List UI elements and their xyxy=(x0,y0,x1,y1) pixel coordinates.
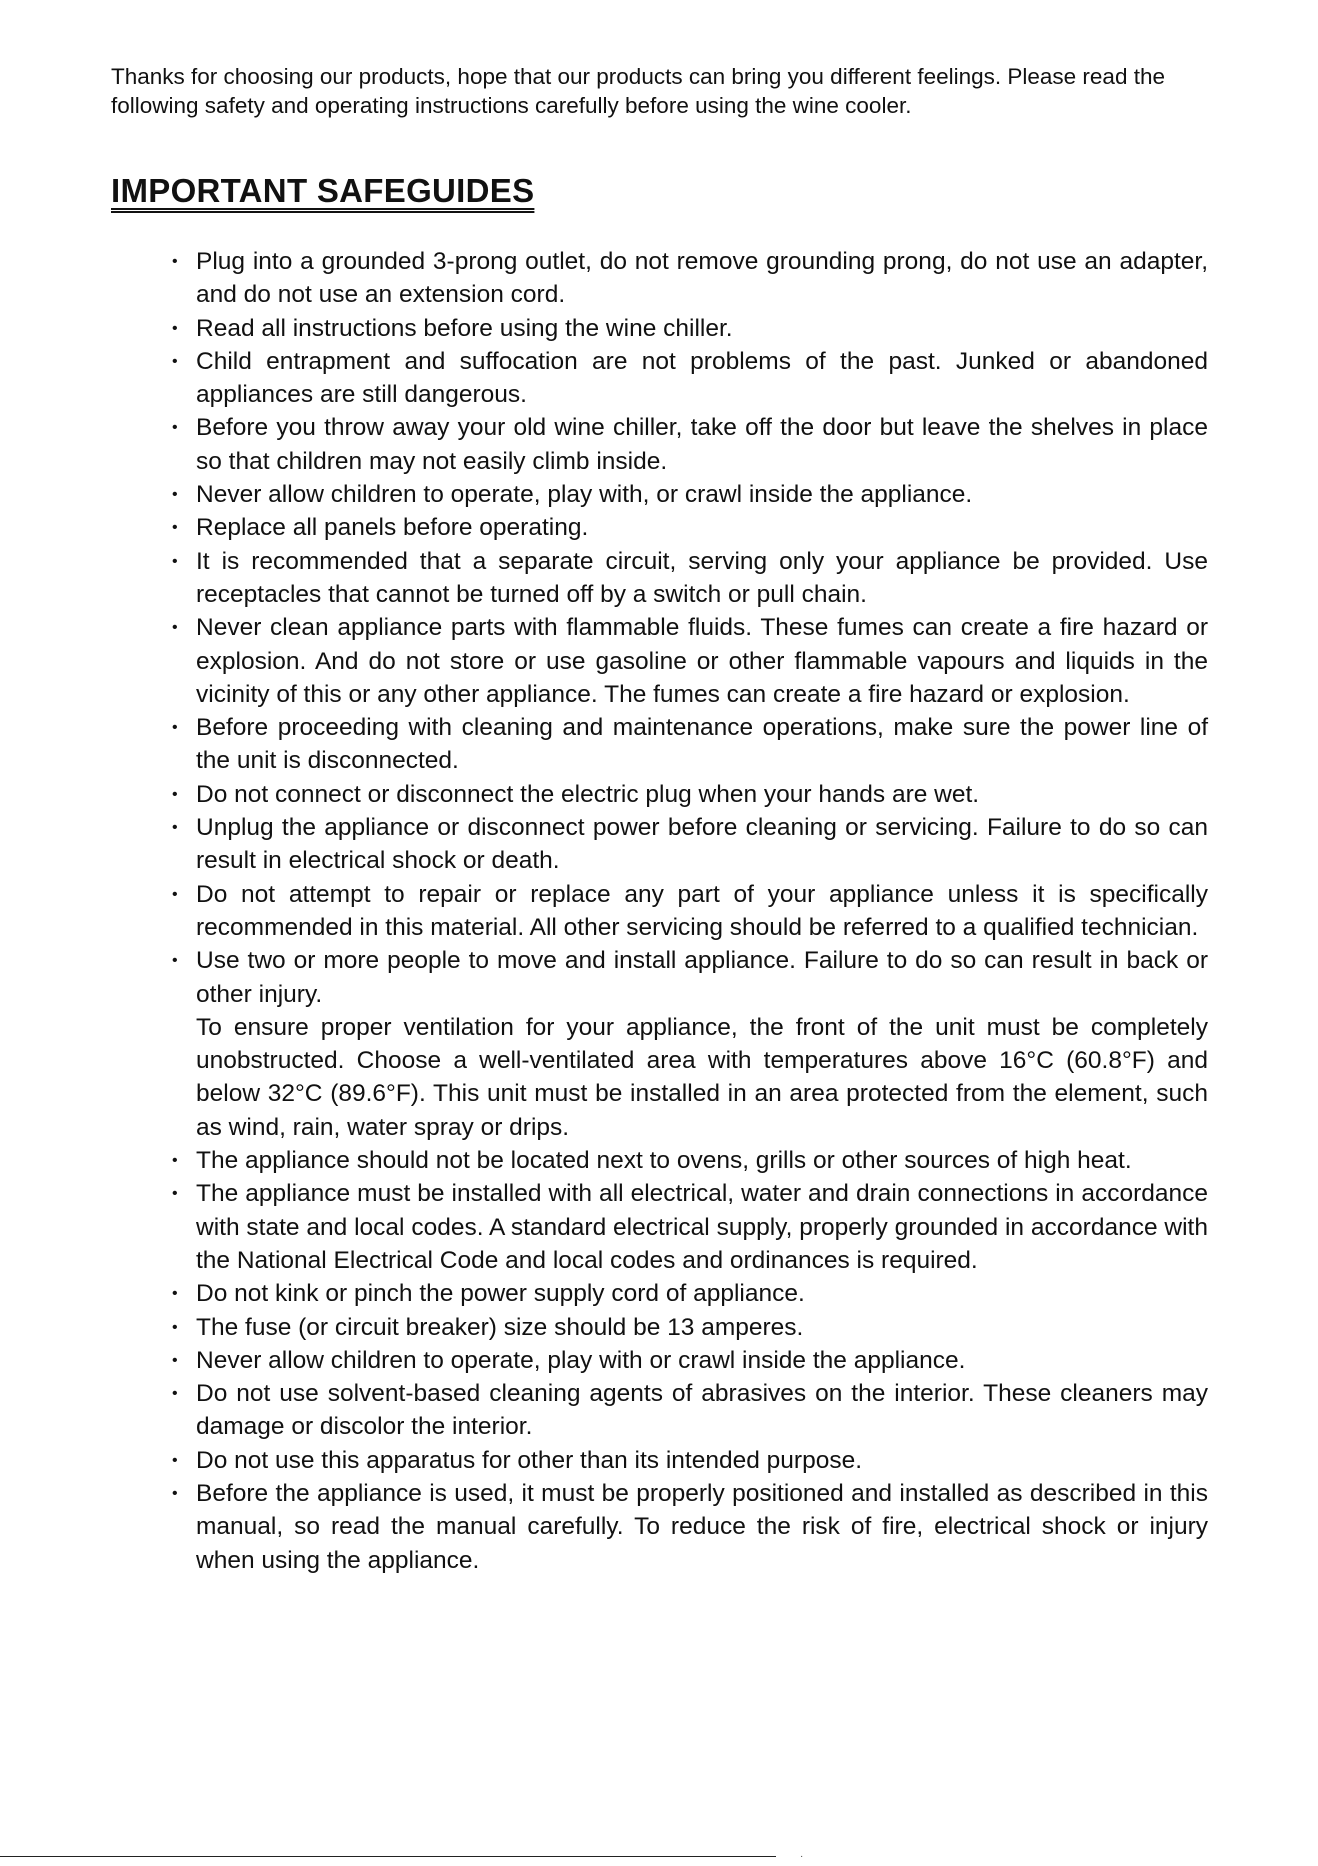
safeguard-item: • Child entrapment and suffocation are not problems of the past. Junked or abandoned appliances are still dangerous. xyxy=(172,345,1208,412)
safeguard-item: • Never allow children to operate, play with or crawl inside the appliance. xyxy=(172,1344,1208,1377)
safeguard-item: • The fuse (or circuit breaker) size should be 13 amperes. xyxy=(172,1311,1208,1344)
safeguard-item: • Replace all panels before operating. xyxy=(172,511,1208,544)
safeguard-item: • Use two or more people to move and install appliance. Failure to do so can result in back or other injury. xyxy=(172,944,1208,1011)
safeguard-item: To ensure proper ventilation for your appliance, the front of the unit must be completely unobstructed. Choose a well-ventilated area with temperatures above 16°C (60.8°F) and below 32°C (89.6°F). This unit must be installed in an area protected from the element, such as wind, rain, water spray or drips. xyxy=(196,1013,1208,1141)
safeguard-item: • Before proceeding with cleaning and maintenance operations, make sure the power line of the unit is disconnected. xyxy=(172,711,1208,778)
safeguard-item: • Do not use solvent-based cleaning agents of abrasives on the interior. These cleaners may damage or discolor the interior. xyxy=(172,1377,1208,1444)
safeguard-item: • Before the appliance is used, it must be properly positioned and installed as described in this manual, so read the manual carefully. To reduce the risk of fire, electrical shock or injury when using the appliance. xyxy=(172,1477,1208,1577)
safeguard-item: • Never allow children to operate, play with, or crawl inside the appliance. xyxy=(172,478,1208,511)
safeguard-item: • The appliance must be installed with all electrical, water and drain connections in accordance with state and local codes. A standard electrical supply, properly grounded in accordance with the National Electrical Code and local codes and ordinances is required. xyxy=(172,1177,1208,1277)
footer-mark: · xyxy=(800,1851,804,1862)
safeguard-item: • Do not attempt to repair or replace any part of your appliance unless it is specifically recommended in this material. All other servicing should be referred to a qualified technician. xyxy=(172,878,1208,945)
safeguard-item: • Unplug the appliance or disconnect power before cleaning or servicing. Failure to do so can result in electrical shock or death. xyxy=(172,811,1208,878)
safeguard-list xyxy=(172,245,1208,1577)
intro-paragraph: Thanks for choosing our products, hope that our products can bring you different feelings. Please read the following safety and operating instructions carefully before using the wine cooler. xyxy=(111,64,1165,118)
safeguard-item: • Do not connect or disconnect the electric plug when your hands are wet. xyxy=(172,778,1208,811)
safeguard-item: • Never clean appliance parts with flammable fluids. These fumes can create a fire hazard or explosion. And do not store or use gasoline or other flammable vapours and liquids in the vicinity of this or any other appliance. The fumes can create a fire hazard or explosion. xyxy=(172,611,1208,711)
safeguard-item: • Read all instructions before using the wine chiller. xyxy=(172,312,1208,345)
section-heading: IMPORTANT SAFEGUIDES xyxy=(111,172,535,209)
safeguard-item: • Do not use this apparatus for other than its intended purpose. xyxy=(172,1444,1208,1477)
safeguard-item: • Do not kink or pinch the power supply cord of appliance. xyxy=(172,1277,1208,1310)
safeguard-item: • Before you throw away your old wine chiller, take off the door but leave the shelves in place so that children may not easily climb inside. xyxy=(172,411,1208,478)
safeguard-item: • Plug into a grounded 3-prong outlet, do not remove grounding prong, do not use an adapter, and do not use an extension cord. xyxy=(172,245,1208,312)
footer-divider xyxy=(0,1856,776,1857)
safeguard-item: • The appliance should not be located next to ovens, grills or other sources of high heat. xyxy=(172,1144,1208,1177)
safeguard-item: • It is recommended that a separate circuit, serving only your appliance be provided. Use receptacles that cannot be turned off by a switch or pull chain. xyxy=(172,545,1208,612)
section-heading-wrapper xyxy=(111,171,534,211)
